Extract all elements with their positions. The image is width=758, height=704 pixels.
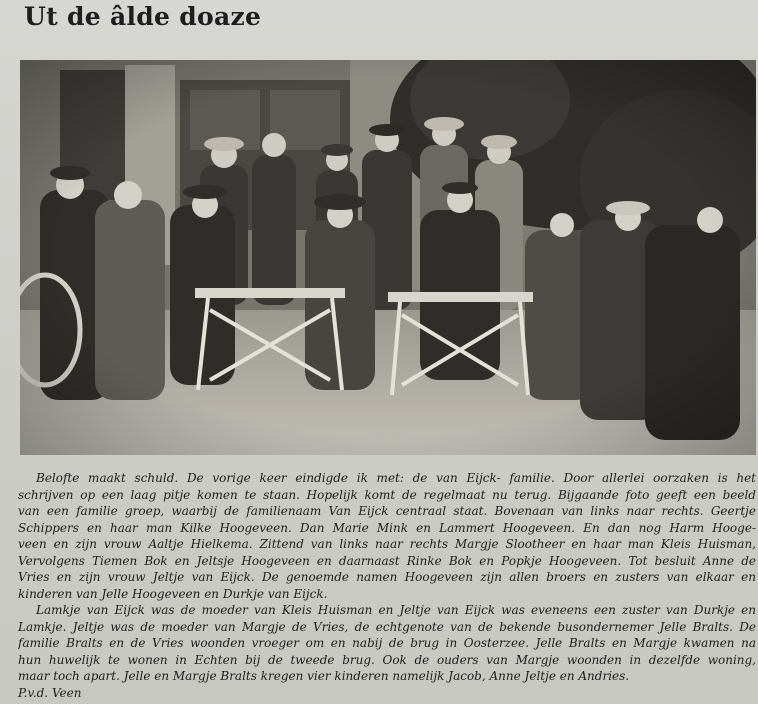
caption-line: Lamkje. Jeltje was de moeder van Margje de Vries, de echtgenote van de bekende busondernemer Jelle Bralts. De [18,619,756,634]
caption-line: Vries en zijn vrouw Jeltje van Eijck. De genoemde namen Hoogeveen zijn allen broers en zusters van elkaar en [18,570,756,584]
caption-line: Schippers en haar man Kilke Hoogeveen. Dan Marie Mink en Lammert Hoogeveen. En dan nog Harm Hooge- [18,520,756,535]
caption-line: kinderen van Jelle Hoogeveen en Durkje van Eijck. [18,586,328,601]
article-caption [18,470,756,685]
caption-line: veen en zijn vrouw Aaltje Hielkema. Zittend van links naar rechts Margje Slootheer en haar man Kleis Huisman, [18,537,756,551]
author-signature: P.v.d. Veen [18,686,82,700]
family-group-photo [20,60,756,455]
caption-line: maar toch apart. Jelle en Margje Bralts kregen vier kinderen namelijk Jacob, Anne Jeltje en Andries. [18,669,630,683]
caption-line: Vervolgens Tiemen Bok en Jeltsje Hoogeveen en daarnaast Rinke Bok en Popkje Hoogeveen. Tot besluit Anne de [18,553,756,568]
caption-line: Lamkje van Eijck was de moeder van Kleis Huisman en Jeltje van Eijck was eveneens een zuster van Durkje en [36,603,756,617]
caption-line: schrijven op een laag pitje komen te staan. Hopelijk komt de regelmaat nu terug. Bijgaande foto geeft een beeld [18,487,756,502]
caption-line: Beloftе maakt schuld. De vorige keer eindigde ik met: de van Eijck- familie. Door allerlei oorzaken is het [36,471,756,485]
caption-line: hun huwelijk te wonen in Echten bij de tweede brug. Ook de ouders van Margje woonden in dezelfde woning, [18,652,756,667]
caption-line: van een familie groep, waarbij de familienaam Van Eijck centraal staat. Bovenaan van links naar rechts. Geertje [18,504,756,518]
article-title: Ut de âlde doaze [24,2,262,31]
caption-line: familie Bralts en de Vries woonden vroeger om en nabij de brug in Oosterzee. Jelle Bralts en Margje kwamen na [18,636,756,650]
